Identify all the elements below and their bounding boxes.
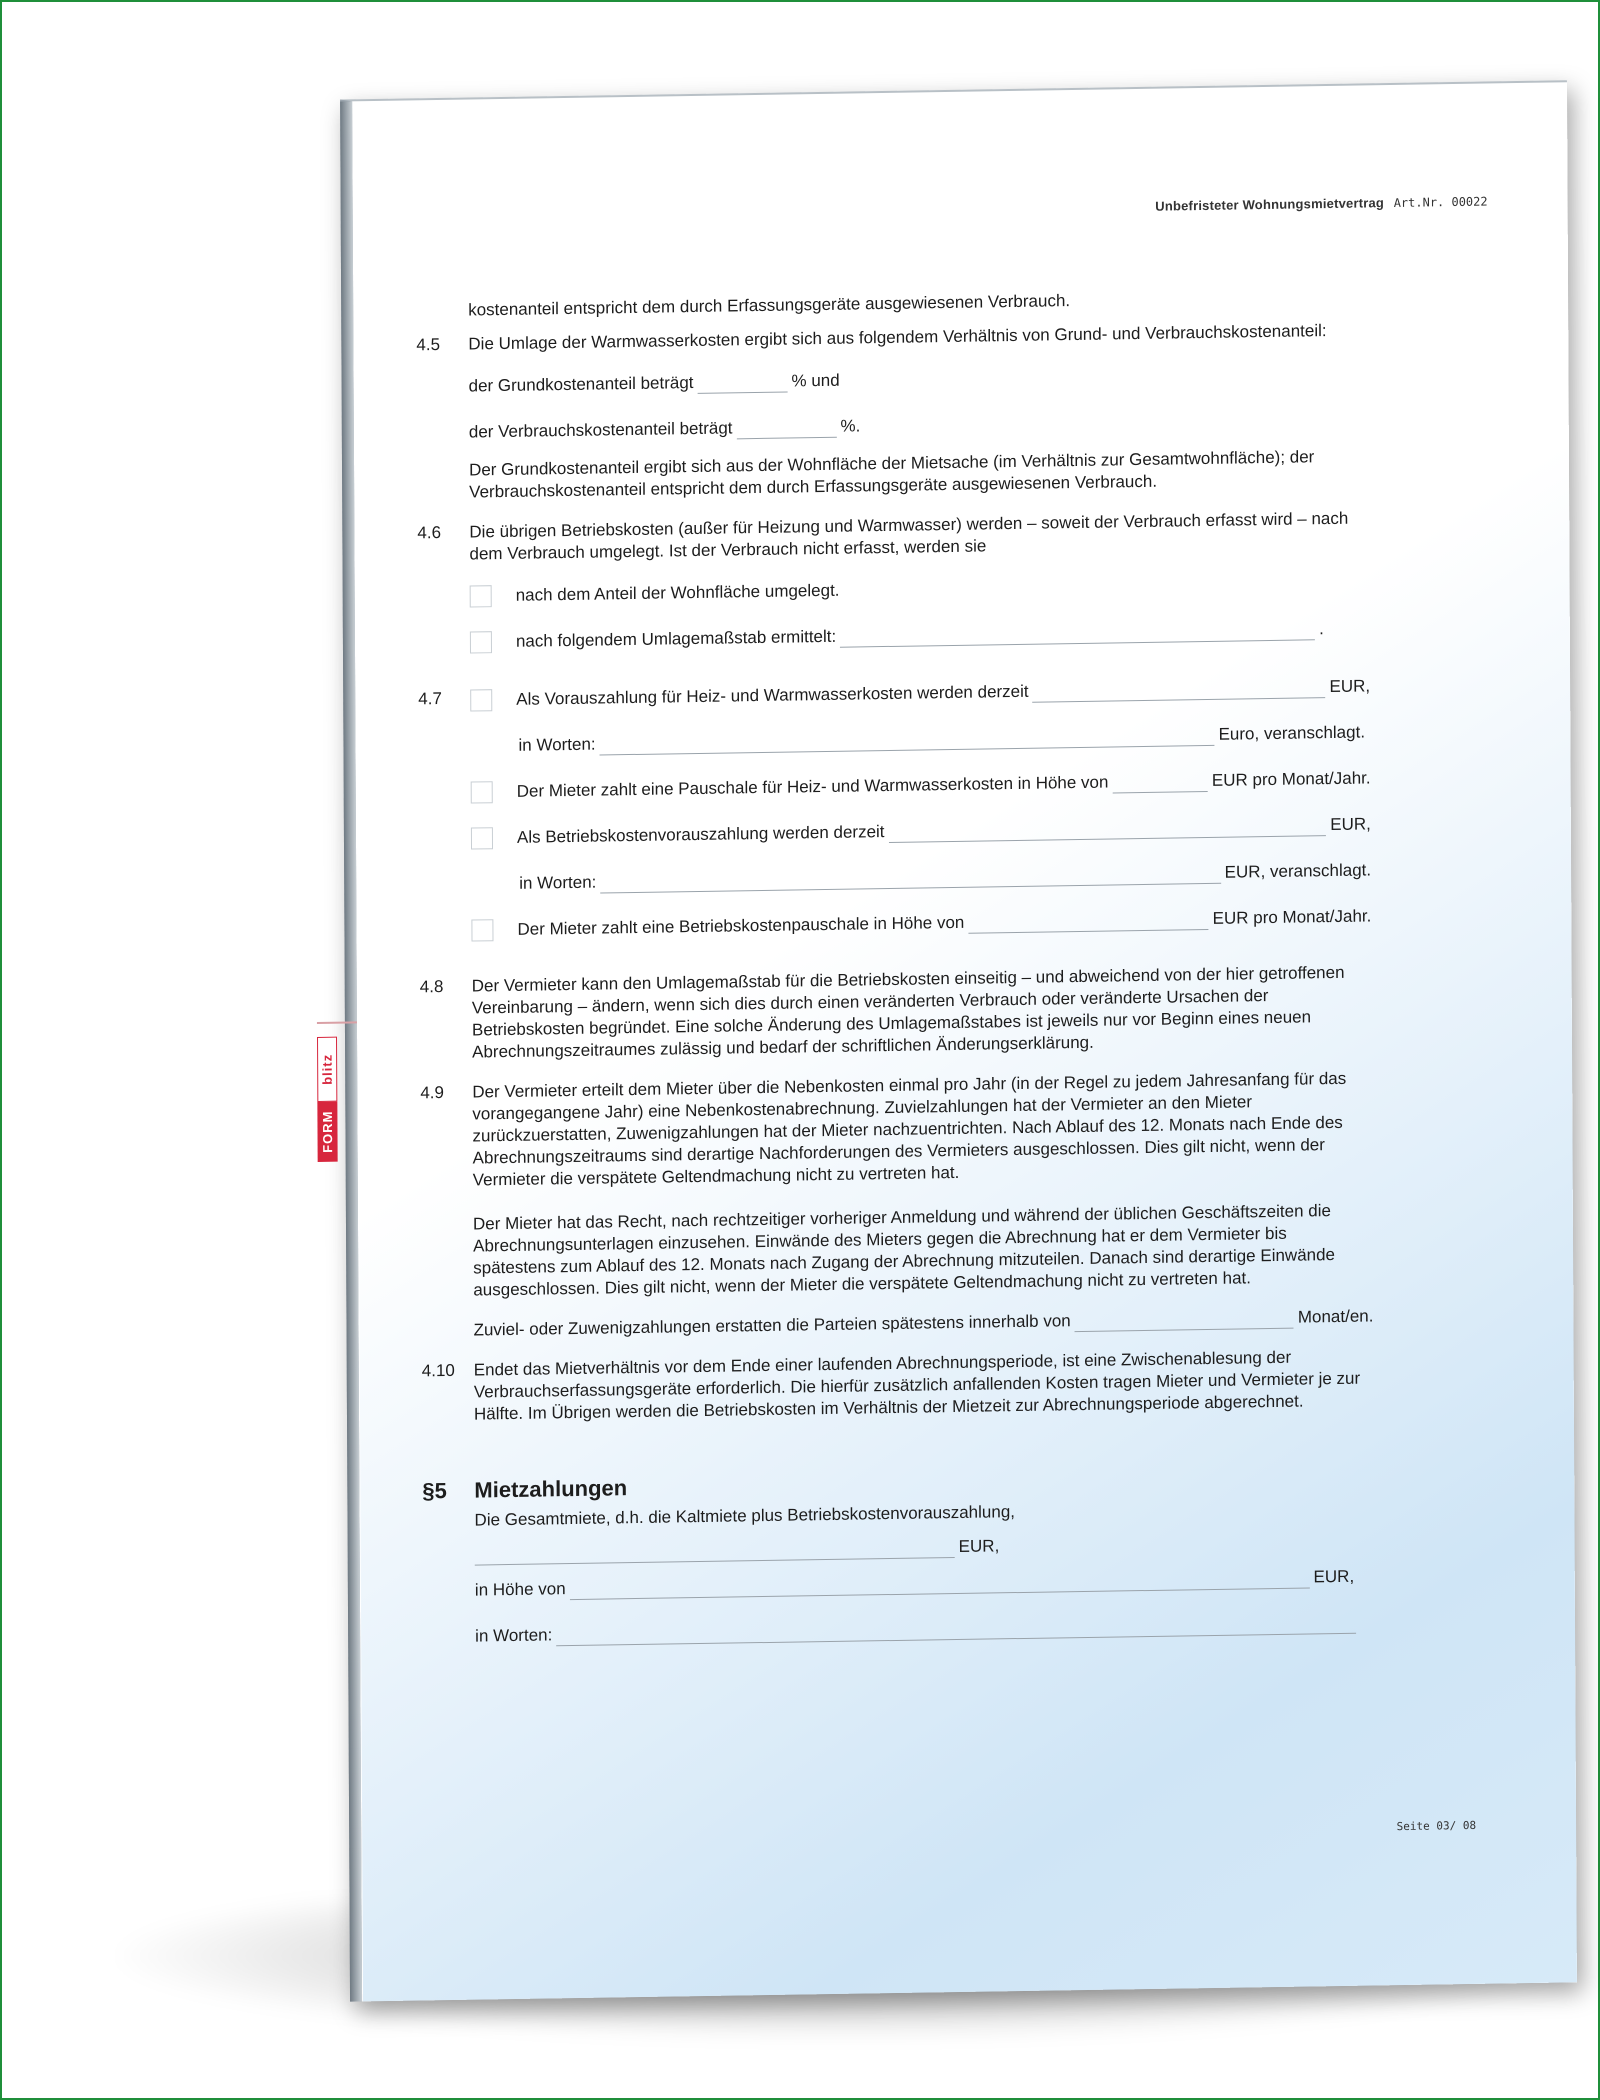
section-number: 4.6 xyxy=(417,522,442,543)
section-text: Endet das Mietverhältnis vor dem Ende einer laufenden Abrechnungsperiode, ist eine Zwischenablesung der Verbrauchserfassungsgeräte erforderlich. Die hierfür zusätzlich anfallenden Kosten tragen Mieter und Vermieter je zur Hälfte. Im Übrigen werden die Betriebskosten im Verhältnis der Mietzeit zur Abrechnungsperiode abgerechnet. xyxy=(473,1347,1361,1424)
wohnflaeche-checkbox[interactable] xyxy=(470,585,492,607)
page-sheet xyxy=(319,80,1577,2001)
section-note: Der Grundkostenanteil ergibt sich aus der Wohnfläche der Mietsache (im Verhältnis zur Gesamtwohnfläche); der Verbrauchskostenanteil entspricht dem durch Erfassungsgeräte ausgewiesenen Verbrauch. xyxy=(468,447,1315,502)
section-paragraph-1: Der Vermieter erteilt dem Mieter über die Nebenkosten einmal pro Jahr (in der Regel zu jedem Jahresanfang für das vorangegangene Jahr) eine Nebenkostenabrechnung. Zuvielzahlungen hat der Vermieter an den Mieter zurückzuerstatten, Zuwenigzahlungen hat der Mieter nachzuentrichten. Nach Ablauf des 12. Monats nach Ende des Abrechnungszeitraums sind derartige Nachforderungen des Vermieters ausgeschlossen. Dies gilt nicht, wenn der Vermieter die verspätete Geltendmachung nicht zu vertreten hat. xyxy=(472,1068,1347,1190)
option-label: nach dem Anteil der Wohnfläche umgelegt. xyxy=(515,580,840,605)
pauschale-heiz-checkbox[interactable] xyxy=(471,781,493,803)
betriebskosten-words-field[interactable] xyxy=(600,865,1220,894)
umlagemassstab-checkbox[interactable] xyxy=(470,631,492,653)
formblitz-logo xyxy=(317,1032,338,1172)
option-end: . xyxy=(1319,619,1324,639)
row-unit: EUR pro Monat/Jahr. xyxy=(1211,768,1371,790)
row-label: Der Mieter zahlt eine Pauschale für Heiz- und Warmwasserkosten in Höhe von xyxy=(516,772,1109,801)
section-4-6 xyxy=(417,507,1370,653)
row-unit: EUR, xyxy=(1313,1566,1355,1587)
row-label: in Höhe von xyxy=(474,1579,566,1600)
worten-line xyxy=(475,1603,1375,1647)
article-number: Art.Nr. 00022 xyxy=(1393,194,1488,210)
row-unit: EUR, xyxy=(958,1536,1000,1556)
section-number: 4.5 xyxy=(416,334,441,355)
section-text: Die übrigen Betriebskosten (außer für Heizung und Warmwasser) werden – soweit der Verbrauch erfasst wird – nach dem Verbrauch umgelegt. Ist der Verbrauch nicht erfasst, werden sie xyxy=(469,508,1349,564)
page-number: Seite 03/ 08 xyxy=(1396,1818,1477,1834)
row-label: Zuviel- oder Zuwenigzahlungen erstatten die Parteien spätestens innerhalb von xyxy=(473,1311,1071,1340)
verbrauchskosten-suffix: %. xyxy=(840,416,861,436)
section-intro: Die Gesamtmiete, d.h. die Kaltmiete plus Betriebskostenvorauszahlung, xyxy=(474,1502,1016,1530)
row-label: in Worten: xyxy=(475,1625,553,1646)
section-5-heading xyxy=(422,1465,1374,1504)
row-label: Der Mieter zahlt eine Betriebskostenpauschale in Höhe von xyxy=(517,912,965,939)
gesamtmiete-field[interactable] xyxy=(475,1539,955,1566)
document-page xyxy=(319,80,1565,1999)
section-paragraph-2: Der Mieter hat das Recht, nach rechtzeitiger vorheriger Anmeldung und während der üblichen Geschäftszeiten die Abrechnungsunterlagen einzusehen. Einwände des Mieters gegen die Abrechnung hat er dem Vermieter bis spätestens zum Ablauf des 12. Monats nach Zugang der Abrechnung mitzuteilen. Danach sind derartige Einwände ausgeschlossen. Dies gilt nicht, wenn der Mieter die verspätete Geltendmachung nicht zu vertreten hat. xyxy=(472,1201,1336,1300)
pauschale-heiz-amount-field[interactable] xyxy=(1112,773,1208,794)
option-umlagemassstab xyxy=(515,609,1370,652)
row-unit: EUR, xyxy=(1330,814,1371,835)
betriebskosten-amount-field[interactable] xyxy=(888,817,1326,843)
logo-form: FORM xyxy=(317,1102,337,1162)
section-title: Mietzahlungen xyxy=(474,1475,628,1503)
grundkosten-percent-field[interactable] xyxy=(697,374,787,394)
worten-field[interactable] xyxy=(556,1615,1356,1647)
row-unit: EUR, veranschlagt. xyxy=(1224,860,1372,882)
vorauszahlung-heiz-amount-field[interactable] xyxy=(1033,679,1326,703)
option-wohnflaeche xyxy=(515,563,1370,606)
pauschale-heiz-row xyxy=(516,759,1371,802)
logo-blitz: blitz xyxy=(317,1037,337,1102)
betriebskostenpauschale-amount-field[interactable] xyxy=(968,911,1208,934)
grundkosten-label: der Grundkostenanteil beträgt xyxy=(468,372,694,396)
section-4-7 xyxy=(418,667,1372,941)
section-number: §5 xyxy=(422,1477,447,1504)
grundkosten-line xyxy=(468,353,1368,397)
betriebskostenvorauszahlung-checkbox[interactable] xyxy=(471,827,493,849)
betriebskostenpauschale-row xyxy=(519,897,1371,940)
section-4-5 xyxy=(416,319,1369,503)
hoehe-line xyxy=(475,1557,1375,1601)
vorauszahlung-heiz-checkbox[interactable] xyxy=(470,689,492,711)
vorauszahlung-heiz-words-row xyxy=(518,713,1370,756)
erstattung-line xyxy=(473,1297,1373,1341)
erstattung-months-field[interactable] xyxy=(1075,1310,1294,1332)
section-4-8 xyxy=(419,961,1372,1063)
verbrauchskosten-percent-field[interactable] xyxy=(736,419,836,440)
row-unit: Monat/en. xyxy=(1297,1306,1374,1327)
section-text: Der Vermieter kann den Umlagemaßstab für die Betriebskosten einseitig – und abweichend von der hier getroffenen Vereinbarung – ändern, wenn sich dies durch einen veränderten Verbrauch oder veränderte Ursachen der Betriebskosten begründet. Eine solche Änderung des Umlagemaßstabes ist jeweils nur vor Beginn eines neuen Abrechnungszeitraumes zulässig und bedarf der schriftlichen Änderungserklärung. xyxy=(471,962,1345,1062)
verbrauchskosten-label: der Verbrauchskostenanteil beträgt xyxy=(468,418,733,442)
betriebskostenpauschale-checkbox[interactable] xyxy=(471,919,493,941)
row-label: Als Betriebskostenvorauszahlung werden derzeit xyxy=(516,822,885,847)
vorauszahlung-heiz-row xyxy=(518,667,1370,710)
section-text: Die Umlage der Warmwasserkosten ergibt sich aus folgendem Verhältnis von Grund- und Verbrauchskostenanteil: xyxy=(468,321,1327,354)
document-title: Unbefristeter Wohnungsmietvertrag xyxy=(1155,195,1385,214)
umlagemassstab-field[interactable] xyxy=(840,621,1315,647)
section-number: 4.7 xyxy=(418,688,442,709)
section-4-10 xyxy=(421,1345,1374,1425)
section-5 xyxy=(474,1495,1375,1647)
section-number: 4.8 xyxy=(419,976,444,997)
grundkosten-suffix: % und xyxy=(791,370,840,391)
document-header xyxy=(1155,193,1487,213)
section-number: 4.9 xyxy=(420,1082,444,1103)
option-label: nach folgendem Umlagemaßstab ermittelt: xyxy=(515,626,837,651)
hoehe-amount-field[interactable] xyxy=(570,1569,1310,1600)
section-4-9 xyxy=(420,1067,1374,1341)
row-unit: EUR, xyxy=(1329,676,1371,697)
betriebskosten-words-row xyxy=(519,851,1371,894)
section-4-4-tail: kostenanteil entspricht dem durch Erfassungsgeräte ausgewiesenen Verbrauch. xyxy=(468,291,1071,320)
section-number: 4.10 xyxy=(421,1360,455,1381)
verbrauchskosten-line xyxy=(469,399,1369,443)
row-label: in Worten: xyxy=(519,872,597,893)
betriebskostenvorauszahlung-row xyxy=(516,805,1371,848)
row-label: Als Vorauszahlung für Heiz- und Warmwasserkosten werden derzeit xyxy=(516,681,1029,709)
vorauszahlung-heiz-words-field[interactable] xyxy=(600,727,1215,756)
row-unit: Euro, veranschlagt. xyxy=(1218,722,1366,744)
row-unit: EUR pro Monat/Jahr. xyxy=(1212,906,1372,928)
row-label: in Worten: xyxy=(518,734,596,755)
document-body xyxy=(416,285,1375,1665)
